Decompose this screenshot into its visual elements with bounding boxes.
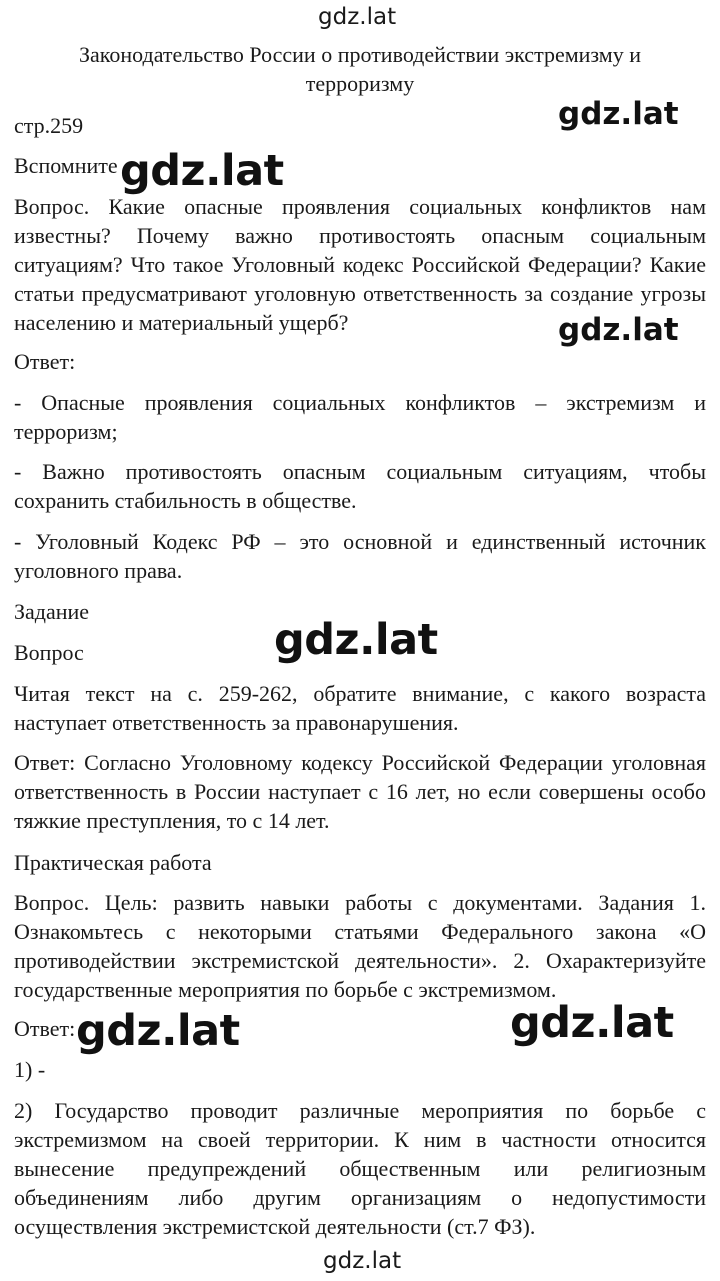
task-heading: Задание (14, 599, 90, 624)
answer-1-item-3: - Уголовный Кодекс РФ – это основной и единственный источник уголовного права. (14, 529, 706, 583)
title-line-2: терроризму (305, 71, 415, 96)
recall-heading: Вспомните (14, 153, 118, 178)
practice-heading: Практическая работа (14, 850, 212, 875)
page-reference: стр.259 (14, 113, 84, 138)
question-2: Читая текст на с. 259-262, обратите внимание, с какого возраста наступает ответственность за правонарушения. (14, 681, 706, 735)
question-label: Вопрос (14, 640, 84, 665)
question-3: Вопрос. Цель: развить навыки работы с документами. Задания 1. Ознакомьтесь с некоторыми статьями Федерального закона «О противодействии экстремистской деятельности». 2. Охарактеризуйте государственные мероприятия по борьбе с экстремизмом. (14, 890, 706, 1002)
watermark-left-2: gdz.lat (76, 1006, 240, 1056)
watermark-top: gdz.lat (318, 4, 397, 30)
watermark-bottom: gdz.lat (323, 1248, 402, 1274)
answer-1-item-1: - Опасные проявления социальных конфликтов – экстремизм и терроризм; (14, 390, 706, 444)
watermark-right-1: gdz.lat (558, 96, 679, 132)
answer-label-2: Ответ: (14, 1016, 76, 1041)
document-title (14, 40, 706, 98)
title-line-1: Законодательство России о противодействии экстремизму и (79, 42, 641, 67)
answer-label-1: Ответ: (14, 349, 76, 374)
watermark-center: gdz.lat (274, 615, 438, 665)
watermark-left-1: gdz.lat (120, 146, 284, 196)
watermark-right-2: gdz.lat (558, 312, 679, 348)
answer-1-item-2: - Важно противостоять опасным социальным ситуациям, чтобы сохранить стабильность в обществе. (14, 459, 706, 513)
answer-3-item-1: 1) - (14, 1057, 46, 1082)
answer-2: Ответ: Согласно Уголовному кодексу Российской Федерации уголовная ответственность в России наступает с 16 лет, но если совершены особо тяжкие преступления, то с 14 лет. (14, 750, 706, 833)
watermark-right-3: gdz.lat (510, 998, 674, 1048)
answer-3-item-2: 2) Государство проводит различные мероприятия по борьбе с экстремизмом на своей территории. К ним в частности относится вынесение предупреждений общественным или религиозным объединениям либо другим организациям о недопустимости осуществления экстремистской деятельности (ст.7 ФЗ). (14, 1098, 706, 1239)
question-1: Вопрос. Какие опасные проявления социальных конфликтов нам известны? Почему важно противостоять опасным социальным ситуациям? Что такое Уголовный кодекс Российской Федерации? Какие статьи предусматривают уголовную ответственность за создание угрозы населению и материальный ущерб? (14, 194, 706, 335)
